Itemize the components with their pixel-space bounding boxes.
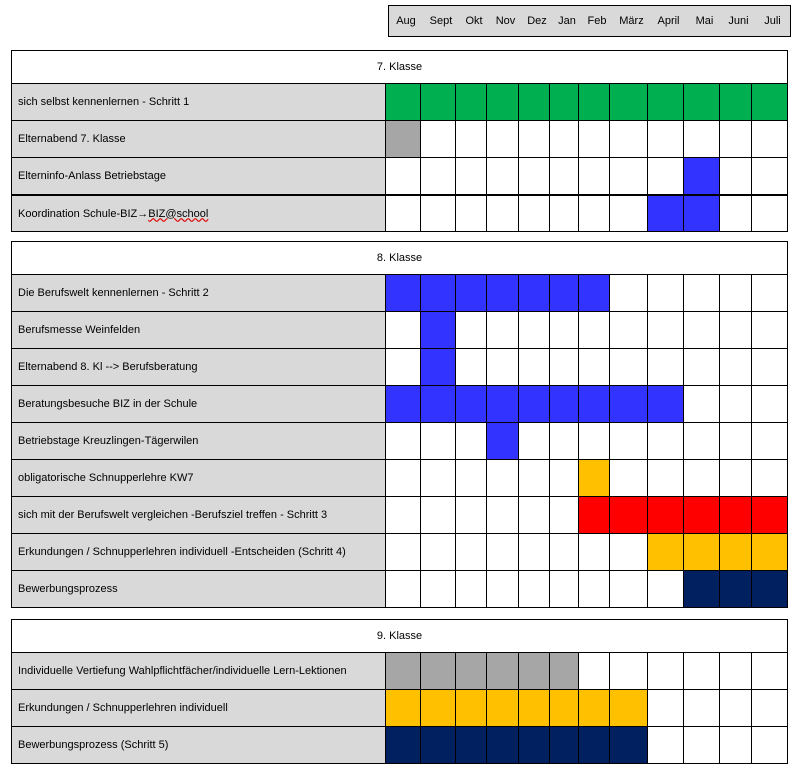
table-row xyxy=(12,157,787,194)
month-cell xyxy=(549,349,578,385)
month-cell xyxy=(683,460,719,496)
row-label: Berufsmesse Weinfelden xyxy=(12,312,386,348)
month-cell xyxy=(683,497,719,533)
table-row xyxy=(12,570,787,607)
month-cell xyxy=(719,727,751,763)
month-cell xyxy=(549,727,578,763)
month-cell xyxy=(683,386,719,422)
month-cell xyxy=(455,158,486,194)
month-cell xyxy=(751,653,787,689)
month-cell xyxy=(683,121,719,157)
month-cell xyxy=(486,386,518,422)
month-cell xyxy=(683,653,719,689)
month-cell xyxy=(455,534,486,570)
month-cell xyxy=(719,196,751,231)
month-cell xyxy=(751,121,787,157)
month-cell xyxy=(609,312,647,348)
table-row xyxy=(12,311,787,348)
month-cell xyxy=(647,196,683,231)
section-title: 8. Klasse xyxy=(12,242,787,274)
month-cell xyxy=(578,386,609,422)
month-cell xyxy=(386,653,420,689)
table-row xyxy=(12,274,787,311)
section-9-klasse xyxy=(11,619,788,764)
month-cell xyxy=(420,312,455,348)
month-cell xyxy=(751,727,787,763)
month-cell xyxy=(647,690,683,726)
month-header xyxy=(388,5,791,37)
month-cell xyxy=(609,653,647,689)
month-cell xyxy=(647,121,683,157)
month-cell xyxy=(609,460,647,496)
month-cell xyxy=(751,312,787,348)
table-row xyxy=(12,194,787,231)
month-cell xyxy=(549,158,578,194)
month-cell xyxy=(609,690,647,726)
month-cell xyxy=(719,121,751,157)
month-cell xyxy=(647,386,683,422)
row-cells xyxy=(386,727,787,763)
month-cell xyxy=(683,727,719,763)
month-cell xyxy=(455,727,486,763)
month-cell xyxy=(647,312,683,348)
row-label: Beratungsbesuche BIZ in der Schule xyxy=(12,386,386,422)
month-cell xyxy=(719,460,751,496)
table-row xyxy=(12,726,787,763)
month-cell xyxy=(549,312,578,348)
row-cells xyxy=(386,158,787,194)
month-cell xyxy=(420,727,455,763)
month-cell xyxy=(420,534,455,570)
month-cell xyxy=(518,196,549,231)
month-cell xyxy=(609,386,647,422)
month-cell xyxy=(386,460,420,496)
month-cell xyxy=(578,690,609,726)
month-cell xyxy=(420,386,455,422)
row-label: Bewerbungsprozess xyxy=(12,571,386,607)
month-cell xyxy=(683,312,719,348)
month-cell xyxy=(647,460,683,496)
month-cell xyxy=(386,349,420,385)
month-cell xyxy=(486,727,518,763)
row-cells xyxy=(386,349,787,385)
month-cell xyxy=(751,349,787,385)
month-cell xyxy=(683,423,719,459)
month-cell xyxy=(609,571,647,607)
month-cell xyxy=(486,460,518,496)
month-cell xyxy=(420,497,455,533)
month-label: Juni xyxy=(728,15,749,27)
month-cell xyxy=(386,571,420,607)
month-cell xyxy=(455,653,486,689)
month-cell xyxy=(751,460,787,496)
month-cell xyxy=(683,275,719,311)
month-cell xyxy=(751,423,787,459)
month-cell xyxy=(578,84,609,120)
row-label: Individuelle Vertiefung Wahlpflichtfächer/individuelle Lern-Lektionen xyxy=(12,653,386,689)
month-cell xyxy=(518,460,549,496)
table-row xyxy=(12,459,787,496)
month-cell xyxy=(578,196,609,231)
month-cell xyxy=(549,653,578,689)
month-cell xyxy=(420,423,455,459)
month-cell xyxy=(420,653,455,689)
month-cell xyxy=(549,196,578,231)
row-label: obligatorische Schnupperlehre KW7 xyxy=(12,460,386,496)
month-cell xyxy=(578,497,609,533)
month-label: Aug xyxy=(396,15,416,27)
month-cell xyxy=(719,386,751,422)
month-cell xyxy=(609,534,647,570)
month-cell xyxy=(386,534,420,570)
month-label: Jan xyxy=(558,15,576,27)
month-cell xyxy=(609,196,647,231)
month-cell xyxy=(518,571,549,607)
month-cell xyxy=(683,349,719,385)
month-cell xyxy=(609,275,647,311)
month-cell xyxy=(647,275,683,311)
month-cell xyxy=(609,349,647,385)
month-cell xyxy=(549,121,578,157)
month-cell xyxy=(683,534,719,570)
month-cell xyxy=(420,349,455,385)
month-cell xyxy=(420,196,455,231)
month-cell xyxy=(719,534,751,570)
row-label-part: Koordination Schule-BIZ xyxy=(18,207,138,220)
month-cell xyxy=(486,497,518,533)
month-cell xyxy=(683,196,719,231)
table-row xyxy=(12,83,787,120)
month-cell xyxy=(647,727,683,763)
row-cells xyxy=(386,84,787,120)
month-cell xyxy=(549,571,578,607)
row-cells xyxy=(386,571,787,607)
row-cells xyxy=(386,121,787,157)
month-cell xyxy=(549,497,578,533)
month-cell xyxy=(609,423,647,459)
month-cell xyxy=(578,349,609,385)
month-cell xyxy=(719,275,751,311)
table-row xyxy=(12,348,787,385)
month-cell xyxy=(486,84,518,120)
month-cell xyxy=(719,690,751,726)
month-cell xyxy=(609,727,647,763)
row-label: sich mit der Berufswelt vergleichen -Berufsziel treffen - Schritt 3 xyxy=(12,497,386,533)
month-cell xyxy=(751,690,787,726)
month-cell xyxy=(609,158,647,194)
month-cell xyxy=(486,158,518,194)
month-cell xyxy=(455,690,486,726)
month-cell xyxy=(751,84,787,120)
month-cell xyxy=(518,690,549,726)
month-cell xyxy=(486,121,518,157)
month-cell xyxy=(518,349,549,385)
month-cell xyxy=(455,121,486,157)
month-cell xyxy=(719,312,751,348)
month-cell xyxy=(719,571,751,607)
row-cells xyxy=(386,423,787,459)
month-cell xyxy=(751,571,787,607)
month-cell xyxy=(420,275,455,311)
month-cell xyxy=(719,158,751,194)
month-cell xyxy=(518,275,549,311)
arrow-icon: → xyxy=(137,207,149,220)
month-cell xyxy=(386,386,420,422)
month-cell xyxy=(549,534,578,570)
month-cell xyxy=(518,121,549,157)
month-cell xyxy=(719,349,751,385)
table-row xyxy=(12,422,787,459)
month-cell xyxy=(578,312,609,348)
month-cell xyxy=(549,84,578,120)
section-7-klasse xyxy=(11,50,788,232)
month-cell xyxy=(420,121,455,157)
month-cell xyxy=(683,84,719,120)
month-cell xyxy=(751,196,787,231)
month-cell xyxy=(719,497,751,533)
row-label: Die Berufswelt kennenlernen - Schritt 2 xyxy=(12,275,386,311)
month-cell xyxy=(578,423,609,459)
month-cell xyxy=(386,84,420,120)
month-cell xyxy=(455,312,486,348)
table-row xyxy=(12,385,787,422)
month-cell xyxy=(683,690,719,726)
month-cell xyxy=(420,84,455,120)
month-cell xyxy=(486,534,518,570)
month-cell xyxy=(386,497,420,533)
month-cell xyxy=(647,497,683,533)
month-cell xyxy=(647,571,683,607)
month-cell xyxy=(486,423,518,459)
month-cell xyxy=(647,349,683,385)
month-cell xyxy=(386,275,420,311)
month-cell xyxy=(486,196,518,231)
month-label: Okt xyxy=(465,15,483,27)
month-cell xyxy=(386,423,420,459)
month-cell xyxy=(518,653,549,689)
month-cell xyxy=(486,690,518,726)
month-cell xyxy=(455,349,486,385)
month-label: März xyxy=(619,15,644,27)
month-cell xyxy=(486,571,518,607)
month-cell xyxy=(751,275,787,311)
month-cell xyxy=(609,121,647,157)
month-cell xyxy=(549,275,578,311)
month-cell xyxy=(518,158,549,194)
month-label: Sept xyxy=(429,15,453,27)
month-cell xyxy=(386,196,420,231)
month-cell xyxy=(549,386,578,422)
month-cell xyxy=(647,653,683,689)
month-cell xyxy=(455,275,486,311)
month-cell xyxy=(578,534,609,570)
month-cell xyxy=(647,534,683,570)
month-cell xyxy=(549,690,578,726)
month-cell xyxy=(719,84,751,120)
month-cell xyxy=(647,423,683,459)
month-cell xyxy=(420,460,455,496)
section-title: 9. Klasse xyxy=(12,620,787,652)
month-label: April xyxy=(657,15,680,27)
month-label: Nov xyxy=(495,15,516,27)
row-cells xyxy=(386,653,787,689)
month-label: Mai xyxy=(695,15,714,27)
month-cell xyxy=(518,312,549,348)
month-cell xyxy=(578,121,609,157)
month-cell xyxy=(386,312,420,348)
row-cells xyxy=(386,312,787,348)
month-cell xyxy=(486,312,518,348)
month-cell xyxy=(609,84,647,120)
row-label xyxy=(12,196,386,231)
row-cells xyxy=(386,497,787,533)
month-cell xyxy=(486,275,518,311)
month-cell xyxy=(751,386,787,422)
month-cell xyxy=(420,571,455,607)
month-cell xyxy=(455,84,486,120)
month-cell xyxy=(578,158,609,194)
table-row xyxy=(12,120,787,157)
month-cell xyxy=(578,275,609,311)
month-cell xyxy=(386,121,420,157)
month-cell xyxy=(386,727,420,763)
row-label: Elternabend 7. Klasse xyxy=(12,121,386,157)
month-cell xyxy=(518,386,549,422)
month-cell xyxy=(578,727,609,763)
month-cell xyxy=(647,158,683,194)
month-cell xyxy=(420,158,455,194)
row-label: Betriebstage Kreuzlingen-Tägerwilen xyxy=(12,423,386,459)
row-cells xyxy=(386,534,787,570)
month-label: Dez xyxy=(527,15,547,27)
month-cell xyxy=(455,196,486,231)
row-cells xyxy=(386,196,787,231)
month-cell xyxy=(518,727,549,763)
row-label-part: BIZ@school xyxy=(148,207,209,220)
table-row xyxy=(12,652,787,689)
month-cell xyxy=(719,653,751,689)
month-cell xyxy=(455,386,486,422)
row-label: Erkundungen / Schnupperlehren individuell -Entscheiden (Schritt 4) xyxy=(12,534,386,570)
month-cell xyxy=(578,571,609,607)
table-row xyxy=(12,533,787,570)
month-cell xyxy=(455,497,486,533)
month-cell xyxy=(549,460,578,496)
month-cell xyxy=(719,423,751,459)
month-label: Feb xyxy=(587,15,607,27)
row-cells xyxy=(386,275,787,311)
month-cell xyxy=(518,497,549,533)
row-label: Bewerbungsprozess (Schritt 5) xyxy=(12,727,386,763)
row-label: Elternabend 8. Kl --> Berufsberatung xyxy=(12,349,386,385)
month-cell xyxy=(455,571,486,607)
section-8-klasse xyxy=(11,241,788,608)
month-cell xyxy=(518,84,549,120)
month-cell xyxy=(578,653,609,689)
section-title: 7. Klasse xyxy=(12,51,787,83)
month-cell xyxy=(647,84,683,120)
month-cell xyxy=(455,460,486,496)
month-cell xyxy=(751,158,787,194)
row-label: Elterninfo-Anlass Betriebstage xyxy=(12,158,386,194)
row-cells xyxy=(386,460,787,496)
month-cell xyxy=(683,571,719,607)
month-cell xyxy=(751,534,787,570)
month-cell xyxy=(683,158,719,194)
month-cell xyxy=(751,497,787,533)
table-row xyxy=(12,496,787,533)
month-cell xyxy=(455,423,486,459)
month-cell xyxy=(609,497,647,533)
table-row xyxy=(12,689,787,726)
month-cell xyxy=(386,158,420,194)
month-cell xyxy=(578,460,609,496)
month-cell xyxy=(386,690,420,726)
row-label: Erkundungen / Schnupperlehren individuell xyxy=(12,690,386,726)
month-cell xyxy=(420,690,455,726)
row-cells xyxy=(386,386,787,422)
month-cell xyxy=(486,653,518,689)
row-cells xyxy=(386,690,787,726)
month-cell xyxy=(549,423,578,459)
month-cell xyxy=(518,534,549,570)
row-label: sich selbst kennenlernen - Schritt 1 xyxy=(12,84,386,120)
month-label: Juli xyxy=(764,15,781,27)
month-cell xyxy=(518,423,549,459)
month-cell xyxy=(486,349,518,385)
